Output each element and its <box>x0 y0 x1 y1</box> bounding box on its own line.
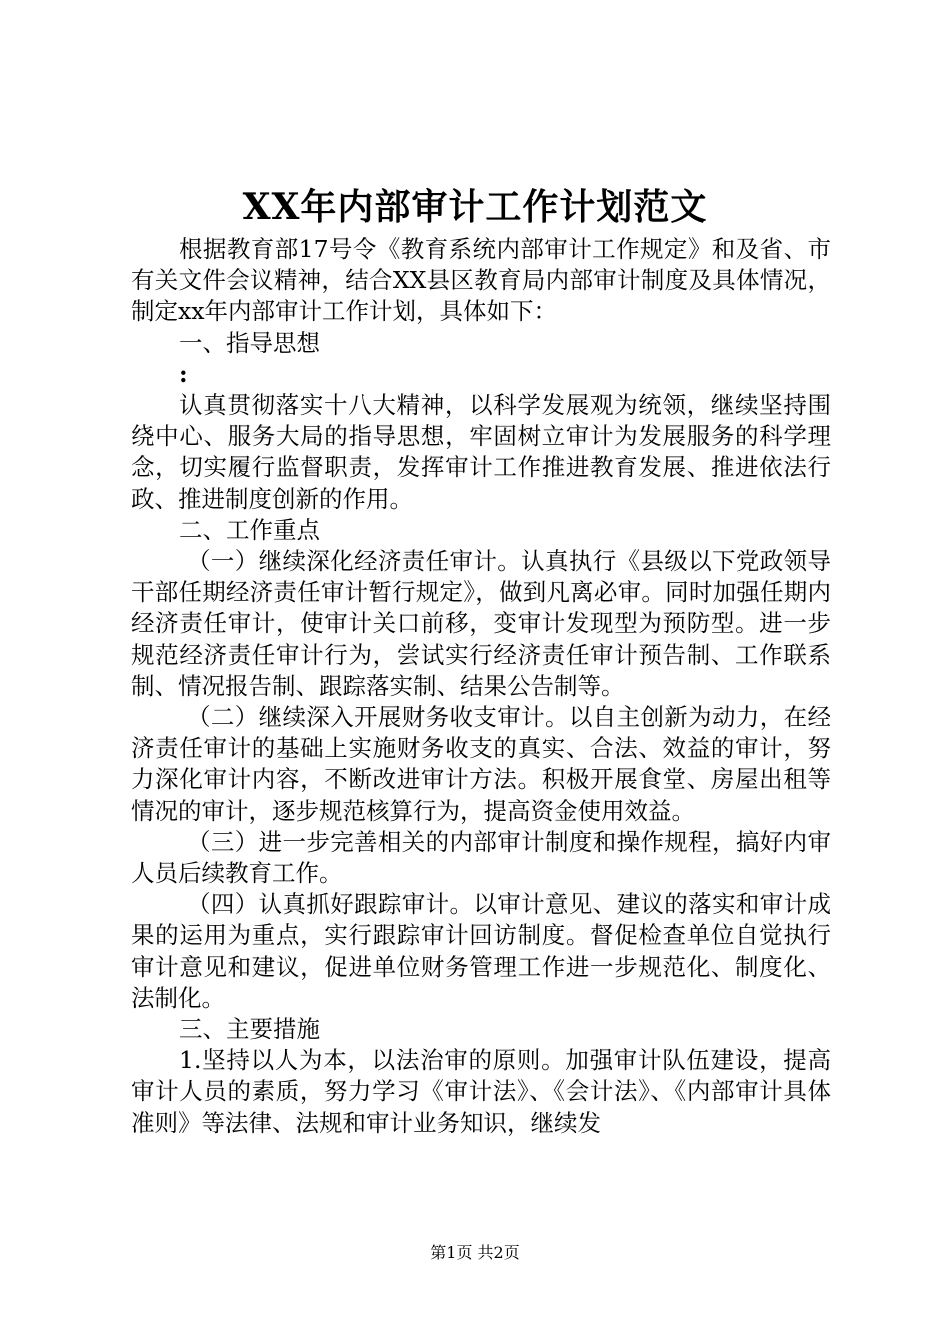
paragraph-intro: 根据教育部17号令《教育系统内部审计工作规定》和及省、市有关文件会议精神，结合XX县区教育局内部审计制度及具体情况，制定xx年内部审计工作计划，具体如下： <box>131 235 831 326</box>
paragraph-focus-3: （三）进一步完善相关的内部审计制度和操作规程，搞好内审人员后续教育工作。 <box>131 827 831 888</box>
document-body <box>131 234 831 1139</box>
section-heading-guiding-thought: 一、指导思想 <box>179 328 320 357</box>
paragraph-guiding-thought: 认真贯彻落实十八大精神，以科学发展观为统领，继续坚持围绕中心、服务大局的指导思想，牢固树立审计为发展服务的科学理念，切实履行监督职责，发挥审计工作推进教育发展、推进依法行政、推进制度创新的作用。 <box>131 391 831 513</box>
paragraph-focus-1: （一）继续深化经济责任审计。认真执行《县级以下党政领导干部任期经济责任审计暂行规定》，做到凡离必审。同时加强任期内经济责任审计，使审计关口前移，变审计发现型为预防型。进一步规范经济责任审计行为，尝试实行经济责任审计预告制、工作联系制、情况报告制、跟踪落实制、结果公告制等。 <box>131 547 831 700</box>
paragraph-measure-1: 1.坚持以人为本，以法治审的原则。加强审计队伍建设，提高审计人员的素质，努力学习《审计法》、《会计法》、《内部审计具体准则》等法律、法规和审计业务知识，继续发 <box>131 1046 831 1137</box>
document-title: XX年内部审计工作计划范文 <box>242 186 708 228</box>
section-heading-main-measures: 三、主要措施 <box>179 1015 320 1044</box>
colon-line: : <box>179 359 188 388</box>
paragraph-focus-2: （二）继续深入开展财务收支审计。以自主创新为动力，在经济责任审计的基础上实施财务收支的真实、合法、效益的审计，努力深化审计内容，不断改进审计方法。积极开展食堂、房屋出租等情况的审计，逐步规范核算行为，提高资金使用效益。 <box>131 703 831 825</box>
page-number-footer: 第1页 共2页 <box>430 1243 520 1262</box>
section-heading-work-focus: 二、工作重点 <box>179 515 320 544</box>
paragraph-focus-4: （四）认真抓好跟踪审计。以审计意见、建议的落实和审计成果的运用为重点，实行跟踪审计回访制度。督促检查单位自觉执行审计意见和建议，促进单位财务管理工作进一步规范化、制度化、法制化。 <box>131 890 831 1012</box>
